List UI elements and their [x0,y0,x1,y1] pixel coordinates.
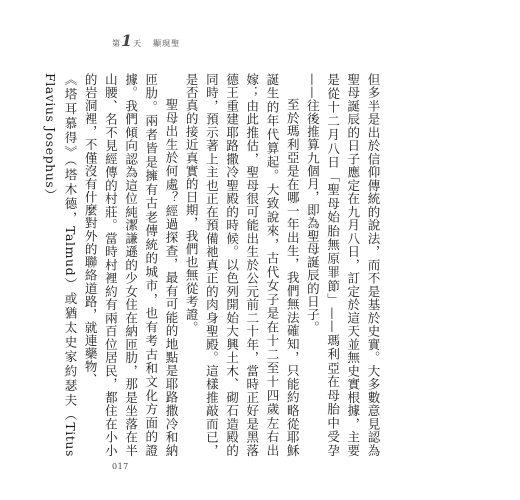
day-number: 1 [121,31,133,50]
section-title: 顯現聖 [153,39,181,48]
body-text [40,73,383,457]
day-suffix: 天 [133,39,142,48]
paragraph-2: 至於瑪利亞是在哪一年出生，我們無法確知，只能約略從耶穌誕生的年代算起。大致說來，古代女子是在十二至十四歲左右出嫁；由此推估，聖母很可能出生於公元前二十年，當時正好是黑落德王重建耶路撒冷聖殿的時候。以色列開始大興土木、砌石造殿的同時，預示著上主也正在預備祂真正的肉身聖殿。這樣推敲而已，是否真的接近真實的日期，我們也無從考證。 [184,73,301,457]
paragraph-4: 《塔耳慕得》（塔木德，Talmud）或猶太史家約瑟夫（Titus Flavius Josephus） [42,73,78,457]
running-header [112,33,180,49]
page-number: 017 [112,462,129,471]
paragraph-3: 聖母出生於何處？經過探查，最有可能的地點是耶路撒冷和納匝肋。兩者皆是擁有古老傳統的城市，也有考古和文化方面的證據。我們傾向認為這位純潔謙遜的少女住在納匝肋，那是坐落在半山腰、名不見經傳的村莊。當時村裡約有兩百位居民，都住在小小的岩洞裡，不僅沒有什麼對外的聯絡道路，就連藥物、 [83,73,179,457]
paragraph-1: 但多半是出於信仰傳統的說法，而不是基於史實。大多數意見認為聖母誕辰的日子應定在九月八日，訂定於這天並無史實根據，主要是從十二月八日「聖母始胎無原罪節」——瑪利亞在母胎中受孕——往後推算九個月，即為聖母誕辰的日子。 [305,73,381,457]
day-prefix: 第 [112,39,120,48]
